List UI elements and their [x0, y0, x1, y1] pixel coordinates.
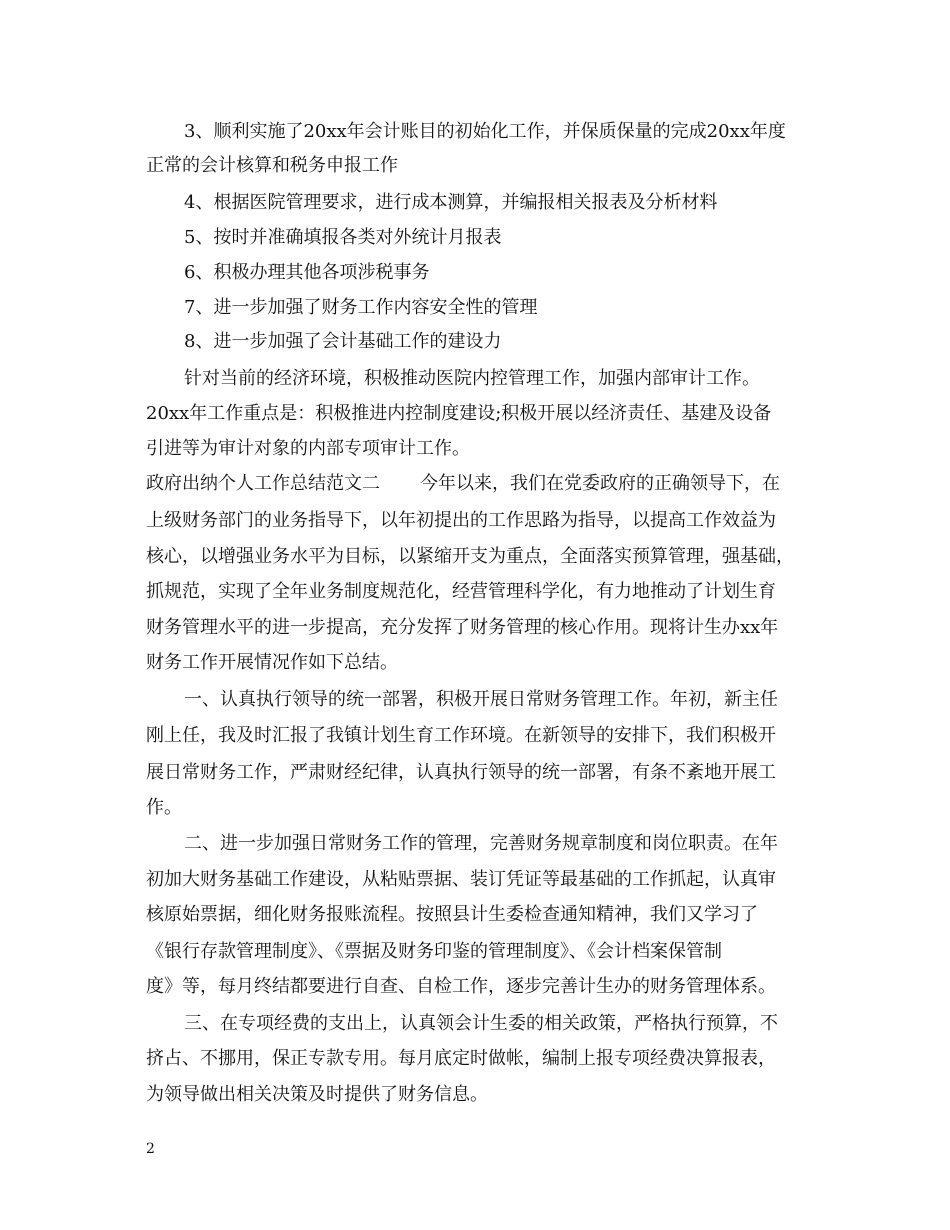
- page-number: 2: [146, 1141, 155, 1157]
- paragraph-line: 作。: [146, 797, 182, 818]
- paragraph-line: 三、在专项经费的支出上，认真领会计生委的相关政策，严格执行预算，不: [184, 1013, 778, 1034]
- paragraph-line: 初加大财务基础工作建设，从粘贴票据、装订凭证等最基础的工作抓起，认真审: [146, 869, 776, 890]
- paragraph-line: 展日常财务工作，严肃财经纪律，认真执行领导的统一部署，有条不紊地开展工: [146, 762, 776, 783]
- paragraph-line: 刚上任，我及时汇报了我镇计划生育工作环境。在新领导的安排下，我们积极开: [146, 725, 776, 746]
- section-first-sentence: 今年以来，我们在党委政府的正确领导下，在: [420, 473, 780, 494]
- paragraph-line: 财务管理水平的进一步提高，充分发挥了财务管理的核心作用。现将计生办xx年: [146, 617, 779, 638]
- paragraph-line: 二、进一步加强日常财务工作的管理，完善财务规章制度和岗位职责。在年: [184, 833, 778, 854]
- paragraph-line: 抓规范，实现了全年业务制度规范化，经营管理科学化，有力地推动了计划生育: [146, 581, 776, 602]
- paragraph-line: 7、进一步加强了财务工作内容安全性的管理: [184, 297, 538, 318]
- section-title: 政府出纳个人工作总结范文二: [146, 473, 380, 494]
- section-heading-line: [146, 472, 780, 496]
- paragraph-line: 3、顺利实施了20xx年会计账目的初始化工作，并保质保量的完成20xx年度: [184, 121, 786, 142]
- paragraph-line: 针对当前的经济环境，积极推动医院内控管理工作，加强内部审计工作。: [184, 368, 760, 389]
- paragraph-line: 正常的会计核算和税务申报工作: [146, 155, 398, 176]
- paragraph-line: 8、进一步加强了会计基础工作的建设力: [184, 331, 502, 352]
- paragraph-line: 引进等为审计对象的内部专项审计工作。: [146, 438, 470, 459]
- paragraph-line: 为领导做出相关决策及时提供了财务信息。: [146, 1084, 488, 1105]
- paragraph-line: 财务工作开展情况作如下总结。: [146, 652, 398, 673]
- paragraph-line: 《银行存款管理制度》、《票据及财务印鉴的管理制度》、《会计档案保管制: [146, 941, 722, 962]
- paragraph-line: 4、根据医院管理要求，进行成本测算，并编报相关报表及分析材料: [184, 192, 718, 213]
- paragraph-line: 5、按时并准确填报各类对外统计月报表: [184, 227, 502, 248]
- paragraph-line: 6、积极办理其他各项涉税事务: [184, 262, 430, 283]
- paragraph-line: 度》等，每月终结都要进行自查、自检工作，逐步完善计生办的财务管理体系。: [146, 976, 776, 997]
- paragraph-line: 挤占、不挪用，保正专款专用。每月底定时做帐，编制上报专项经费决算报表，: [146, 1048, 776, 1069]
- paragraph-line: 核原始票据，细化财务报账流程。按照县计生委检查通知精神，我们又学习了: [146, 904, 758, 925]
- paragraph-line: 20xx年工作重点是：积极推进内控制度建设;积极开展以经济责任、基建及设备: [146, 403, 772, 424]
- paragraph-line: 上级财务部门的业务指导下，以年初提出的工作思路为指导，以提高工作效益为: [146, 510, 776, 531]
- paragraph-line: 一、认真执行领导的统一部署，积极开展日常财务管理工作。年初，新主任: [184, 689, 778, 710]
- paragraph-line: 核心，以增强业务水平为目标，以紧缩开支为重点，全面落实预算管理，强基础，: [146, 546, 794, 567]
